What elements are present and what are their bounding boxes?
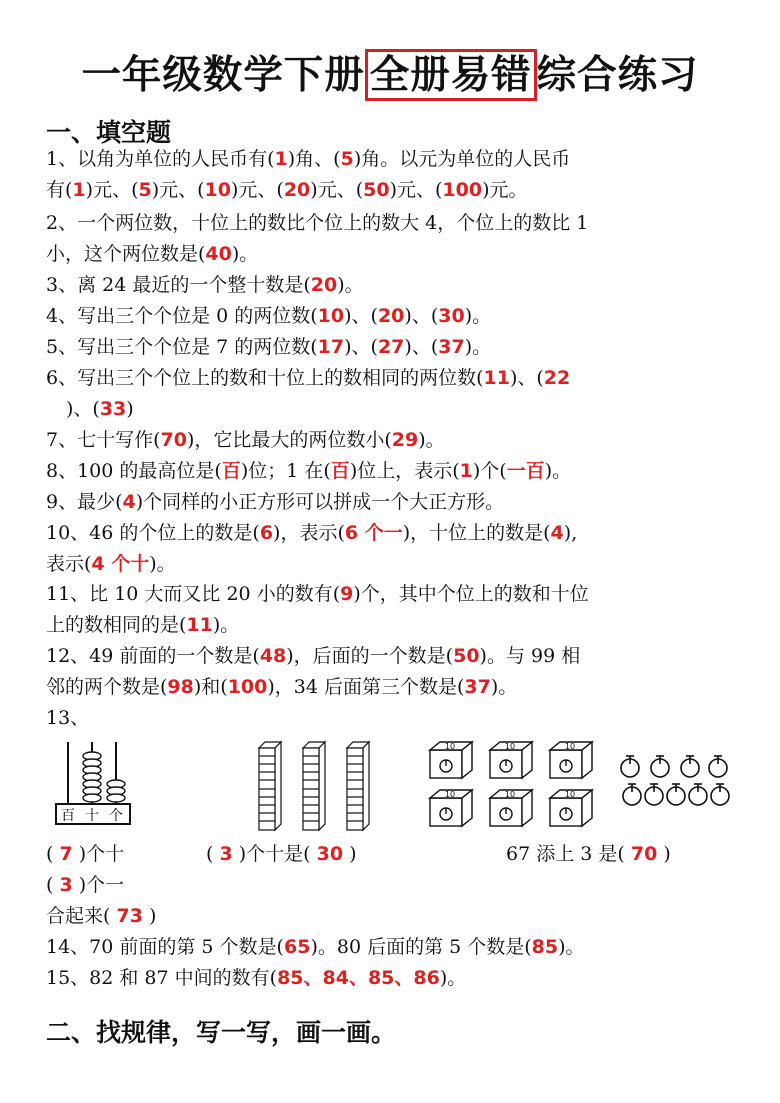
abacus-figure bbox=[54, 738, 134, 826]
answer: 1 bbox=[274, 148, 288, 170]
question-text: )，它比最大的两位数小( bbox=[186, 429, 392, 451]
question-text: )，后面的一个数是( bbox=[286, 645, 454, 667]
question-text: 小，这个两位数是( bbox=[46, 243, 206, 265]
question-text: )角、( bbox=[287, 148, 341, 170]
question-text: 3、离 24 最近的一个整十数是( bbox=[46, 274, 311, 296]
question-4 bbox=[46, 304, 491, 328]
question-15 bbox=[46, 966, 466, 990]
question-text: ( bbox=[46, 874, 54, 896]
question-10-line-2 bbox=[46, 552, 176, 576]
answer: 70 bbox=[160, 429, 187, 451]
question-text: )、( bbox=[66, 398, 100, 420]
question-text: 10、46 的个位上的数是( bbox=[46, 522, 260, 544]
answer: 20 bbox=[377, 305, 405, 327]
question-text: )。 bbox=[439, 967, 467, 989]
answer: 30 bbox=[438, 305, 465, 327]
question-text: )。 bbox=[558, 936, 585, 958]
question-text: 13、 bbox=[46, 707, 90, 729]
question-text: )元、( bbox=[231, 179, 284, 201]
question-text: )。 bbox=[337, 274, 364, 296]
question-text: 2、一个两位数，十位上的数比个位上的数大 4，个位上的数比 1 bbox=[46, 212, 589, 234]
answer: 33 bbox=[99, 398, 127, 420]
question-text: )。与 99 相 bbox=[479, 645, 581, 667]
answer: 10 bbox=[317, 305, 345, 327]
question-text: ), bbox=[563, 522, 578, 544]
answer: 50 bbox=[363, 179, 390, 201]
question-text: 9、最少( bbox=[46, 491, 123, 513]
answer: 11 bbox=[483, 367, 510, 389]
question-1-line-2 bbox=[46, 178, 527, 202]
answer: 3 bbox=[219, 843, 233, 865]
answer: 4 个十 bbox=[91, 553, 150, 575]
question-12-line-2 bbox=[46, 675, 517, 699]
question-text: 67 添上 3 是( bbox=[506, 843, 625, 865]
question-text: )个十是( bbox=[238, 843, 311, 865]
question-13-row-3 bbox=[46, 904, 156, 928]
answer: 百 bbox=[330, 460, 350, 482]
answer: 3 bbox=[59, 874, 73, 896]
question-text: 12、49 前面的一个数是( bbox=[46, 645, 260, 667]
question-text: )元、( bbox=[85, 179, 139, 201]
title-highlight-box bbox=[365, 49, 537, 101]
title-boxed-text: 全册易错 bbox=[369, 52, 532, 98]
question-text: )个十 bbox=[78, 843, 125, 865]
answer: 37 bbox=[464, 676, 491, 698]
question-text: 1、以角为单位的人民币有( bbox=[46, 148, 275, 170]
question-text: )。 bbox=[464, 336, 492, 358]
question-text: )位；1 在( bbox=[240, 460, 331, 482]
page-title bbox=[0, 44, 780, 100]
question-10-line-1 bbox=[46, 521, 577, 545]
answer: 50 bbox=[453, 645, 480, 667]
question-text: )、( bbox=[344, 305, 378, 327]
question-text: )。 bbox=[149, 553, 176, 575]
question-text: 7、七十写作( bbox=[46, 429, 161, 451]
answer: 4 bbox=[550, 522, 564, 544]
question-text: ( bbox=[46, 843, 54, 865]
question-text: )、( bbox=[404, 336, 439, 358]
answer: 100 bbox=[442, 179, 483, 201]
question-text: )。 bbox=[544, 460, 572, 482]
question-9 bbox=[46, 490, 504, 514]
question-text: )角。以元为单位的人民币 bbox=[353, 148, 571, 170]
section-heading-patterns: 二、找规律，写一写，画一画。 bbox=[46, 1018, 397, 1047]
question-text: )。 bbox=[464, 305, 492, 327]
question-text: )、( bbox=[344, 336, 378, 358]
answer: 1 bbox=[459, 460, 473, 482]
question-text: )个，其中个位上的数和十位 bbox=[353, 583, 589, 605]
answer: 65 bbox=[283, 936, 311, 958]
answer: 29 bbox=[391, 429, 419, 451]
question-2-line-2 bbox=[46, 242, 258, 266]
question-text: 14、70 前面的第 5 个数是( bbox=[46, 936, 284, 958]
title-part1: 一年级数学下册 bbox=[81, 52, 365, 98]
abacus-label-tens: 十 bbox=[85, 808, 99, 824]
question-text: 5、写出三个个位是 7 的两位数( bbox=[46, 336, 318, 358]
question-text: 6、写出三个个位上的数和十位上的数相同的两位数( bbox=[46, 367, 484, 389]
question-text: )个同样的小正方形可以拼成一个大正方形。 bbox=[135, 491, 505, 513]
answer: 9 bbox=[340, 583, 354, 605]
abacus-label-ones: 个 bbox=[109, 808, 123, 824]
section-heading-fill-blank: 一、填空题 bbox=[46, 118, 172, 147]
question-text: ( bbox=[206, 843, 214, 865]
question-text: )，十位上的数是( bbox=[402, 522, 551, 544]
question-text: 8、100 的最高位是( bbox=[46, 460, 222, 482]
question-text: )。 bbox=[231, 243, 259, 265]
ten-cubes-figure bbox=[428, 740, 598, 830]
question-text: )元、( bbox=[389, 179, 443, 201]
question-1-line-1 bbox=[46, 147, 570, 171]
question-5 bbox=[46, 335, 491, 359]
question-text: 4、写出三个个位是 0 的两位数( bbox=[46, 305, 318, 327]
answer: 40 bbox=[205, 243, 232, 265]
question-11-line-2 bbox=[46, 613, 239, 637]
question-text: ) bbox=[148, 905, 157, 927]
answer: 4 bbox=[122, 491, 136, 513]
answer: 11 bbox=[186, 614, 213, 636]
answer: 17 bbox=[317, 336, 345, 358]
question-text: 15、82 和 87 中间的数有( bbox=[46, 967, 278, 989]
question-text: )。 bbox=[418, 429, 445, 451]
question-text: 邻的两个数是( bbox=[46, 676, 168, 698]
question-text: )，34 后面第三个数是( bbox=[267, 676, 465, 698]
question-text: )元、( bbox=[151, 179, 205, 201]
question-text: )，表示( bbox=[273, 522, 345, 544]
question-12-line-1 bbox=[46, 644, 580, 668]
ten-block-stacks-figure bbox=[255, 740, 385, 832]
answer: 一百 bbox=[506, 460, 545, 482]
question-text: 表示( bbox=[46, 553, 92, 575]
answer: 6 个一 bbox=[344, 522, 403, 544]
question-13-row-2 bbox=[46, 873, 124, 897]
answer: 70 bbox=[630, 843, 658, 865]
question-text: )元。 bbox=[482, 179, 528, 201]
question-3 bbox=[46, 273, 364, 297]
answer: 5 bbox=[340, 148, 354, 170]
answer: 22 bbox=[543, 367, 571, 389]
answer: 37 bbox=[438, 336, 465, 358]
abacus-label-hundreds: 百 bbox=[61, 808, 75, 824]
answer: 100 bbox=[227, 676, 268, 698]
question-13-label bbox=[46, 706, 89, 730]
question-text: ) bbox=[349, 843, 357, 865]
answer: 85、84、85、86 bbox=[277, 967, 440, 989]
question-text: 合起来( bbox=[46, 905, 111, 927]
ones-rings-figure bbox=[618, 748, 730, 814]
question-text: 11、比 10 大而又比 20 小的数有( bbox=[46, 583, 341, 605]
answer: 5 bbox=[138, 179, 152, 201]
title-part2: 综合练习 bbox=[536, 52, 699, 98]
question-text: 上的数相同的是( bbox=[46, 614, 187, 636]
question-7 bbox=[46, 428, 445, 452]
answer: 20 bbox=[283, 179, 311, 201]
question-text: )个一 bbox=[78, 874, 125, 896]
answer: 7 bbox=[59, 843, 73, 865]
answer: 1 bbox=[72, 179, 86, 201]
question-13-row-1-right bbox=[506, 842, 671, 866]
question-6-line-2 bbox=[66, 397, 134, 421]
question-text: )和( bbox=[193, 676, 228, 698]
question-13-row-1-mid bbox=[206, 842, 357, 866]
question-text: )、( bbox=[509, 367, 544, 389]
answer: 6 bbox=[259, 522, 274, 544]
question-text: )。80 后面的第 5 个数是( bbox=[310, 936, 532, 958]
question-8 bbox=[46, 459, 571, 483]
question-14 bbox=[46, 935, 585, 959]
question-text: ) bbox=[663, 843, 671, 865]
cube-label: 10 bbox=[444, 742, 456, 751]
question-text: )个( bbox=[472, 460, 507, 482]
question-6-line-1 bbox=[46, 366, 570, 390]
question-text: )位上，表示( bbox=[349, 460, 460, 482]
question-13-row-1 bbox=[46, 842, 124, 866]
question-text: )。 bbox=[490, 676, 518, 698]
answer: 30 bbox=[316, 843, 344, 865]
answer: 98 bbox=[167, 676, 194, 698]
answer: 27 bbox=[377, 336, 405, 358]
answer: 百 bbox=[221, 460, 241, 482]
question-text: )、( bbox=[404, 305, 439, 327]
answer: 73 bbox=[116, 905, 143, 927]
answer: 48 bbox=[259, 645, 287, 667]
question-11-line-1 bbox=[46, 582, 589, 606]
answer: 85 bbox=[531, 936, 559, 958]
question-text: )。 bbox=[212, 614, 240, 636]
question-2-line-1 bbox=[46, 211, 588, 235]
answer: 20 bbox=[310, 274, 338, 296]
answer: 10 bbox=[204, 179, 231, 201]
question-text: ) bbox=[126, 398, 134, 420]
question-text: 有( bbox=[46, 179, 73, 201]
question-text: )元、( bbox=[310, 179, 364, 201]
